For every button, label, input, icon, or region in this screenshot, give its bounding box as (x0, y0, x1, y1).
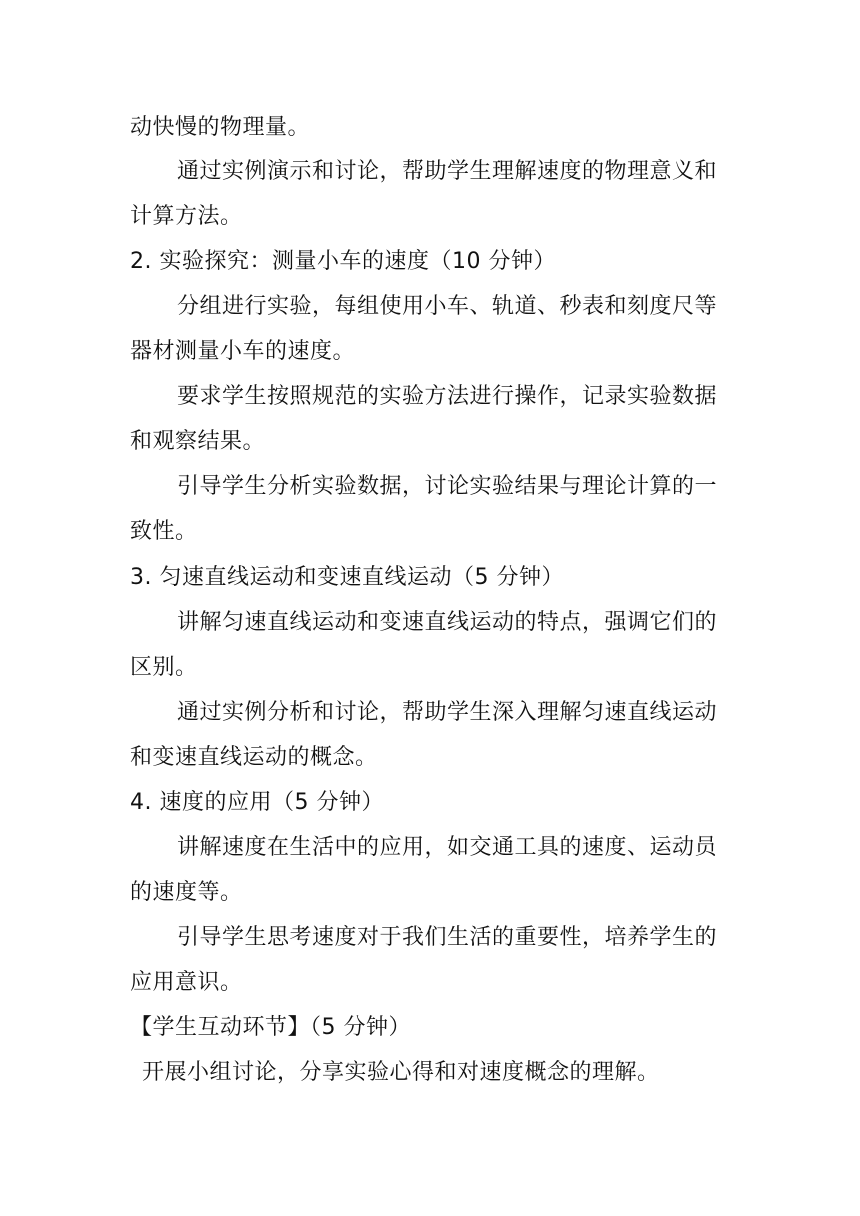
section-heading: 4. 速度的应用（5 分钟） (130, 790, 384, 815)
paragraph-line: 讲解匀速直线运动和变速直线运动的特点，强调它们的 (177, 610, 718, 635)
paragraph-line: 应用意识。 (130, 970, 243, 995)
paragraph-line: 开展小组讨论，分享实验心得和对速度概念的理解。 (142, 1060, 660, 1085)
paragraph-line: 通过实例演示和讨论，帮助学生理解速度的物理意义和 (177, 159, 718, 184)
paragraph-line: 致性。 (130, 519, 198, 544)
paragraph-line: 要求学生按照规范的实验方法进行操作，记录实验数据 (177, 384, 718, 409)
section-heading: 2. 实验探究：测量小车的速度（10 分钟） (130, 249, 556, 274)
paragraph-line: 区别。 (130, 655, 198, 680)
paragraph-line: 计算方法。 (130, 204, 243, 229)
paragraph-line: 引导学生分析实验数据，讨论实验结果与理论计算的一 (177, 474, 718, 499)
paragraph-line: 分组进行实验，每组使用小车、轨道、秒表和刻度尺等 (177, 294, 718, 319)
paragraph-line: 器材测量小车的速度。 (130, 339, 356, 364)
paragraph-line: 和观察结果。 (130, 429, 266, 454)
section-heading: 【学生互动环节】（5 分钟） (130, 1015, 411, 1040)
section-heading: 3. 匀速直线运动和变速直线运动（5 分钟） (130, 565, 564, 590)
paragraph-line: 动快慢的物理量。 (130, 115, 311, 140)
paragraph-line: 和变速直线运动的概念。 (130, 745, 378, 770)
paragraph-line: 的速度等。 (130, 880, 243, 905)
paragraph-line: 讲解速度在生活中的应用，如交通工具的速度、运动员 (177, 835, 718, 860)
paragraph-line: 引导学生思考速度对于我们生活的重要性，培养学生的 (177, 925, 718, 950)
paragraph-line: 通过实例分析和讨论，帮助学生深入理解匀速直线运动 (177, 700, 718, 725)
